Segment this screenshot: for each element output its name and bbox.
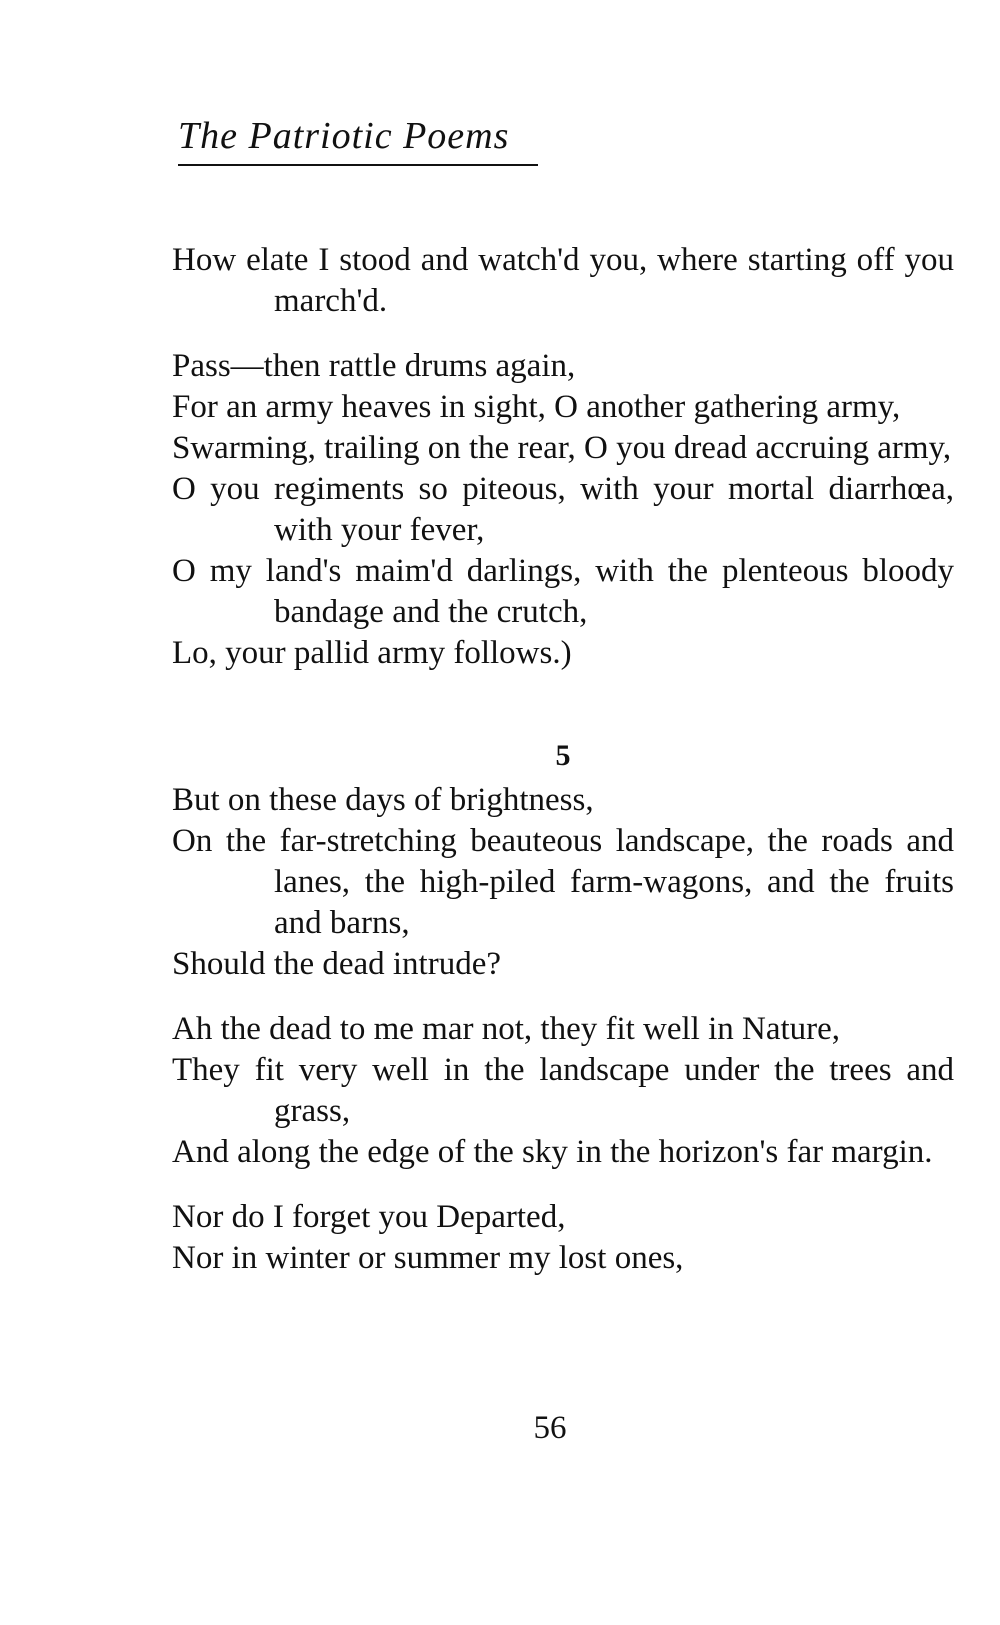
section-number: 5 xyxy=(555,739,571,772)
poem-line: O my land's maim'd darlings, with the plenteous bloody bandage and the crutch, xyxy=(172,553,954,630)
stanza xyxy=(172,346,954,674)
stanza xyxy=(172,780,954,985)
poem-line: Nor do I forget you Departed, xyxy=(172,1199,566,1235)
poem-line: Pass—then rattle drums again, xyxy=(172,348,576,384)
poem-line: But on these days of brightness, xyxy=(172,782,594,818)
stanza xyxy=(172,1009,954,1173)
poem-line: Lo, your pallid army follows.) xyxy=(172,635,572,671)
poem-line: O you regiments so piteous, with your mortal diarrhœa, with your fever, xyxy=(172,471,954,548)
poem-line: For an army heaves in sight, O another gathering army, xyxy=(172,389,901,425)
poem-line: They fit very well in the landscape under the trees and grass, xyxy=(172,1052,954,1129)
poem-line: Ah the dead to me mar not, they fit well in Nature, xyxy=(172,1011,841,1047)
poem-line: Swarming, trailing on the rear, O you dread accruing army, xyxy=(172,430,952,466)
poem-line: And along the edge of the sky in the horizon's far margin. xyxy=(172,1134,933,1170)
poem-line: Nor in winter or summer my lost ones, xyxy=(172,1240,684,1276)
running-title: The Patriotic Poems xyxy=(178,112,538,166)
page-number: 56 xyxy=(533,1410,567,1446)
poem-line: On the far-stretching beauteous landscape, the roads and lanes, the high-piled farm-wagons, and the fruits and barns, xyxy=(172,823,954,941)
poem-line: Should the dead intrude? xyxy=(172,946,502,982)
stanza xyxy=(172,1197,954,1279)
poem-line: How elate I stood and watch'd you, where starting off you march'd. xyxy=(172,242,954,319)
poem-body xyxy=(172,240,954,1303)
stanza xyxy=(172,240,954,322)
